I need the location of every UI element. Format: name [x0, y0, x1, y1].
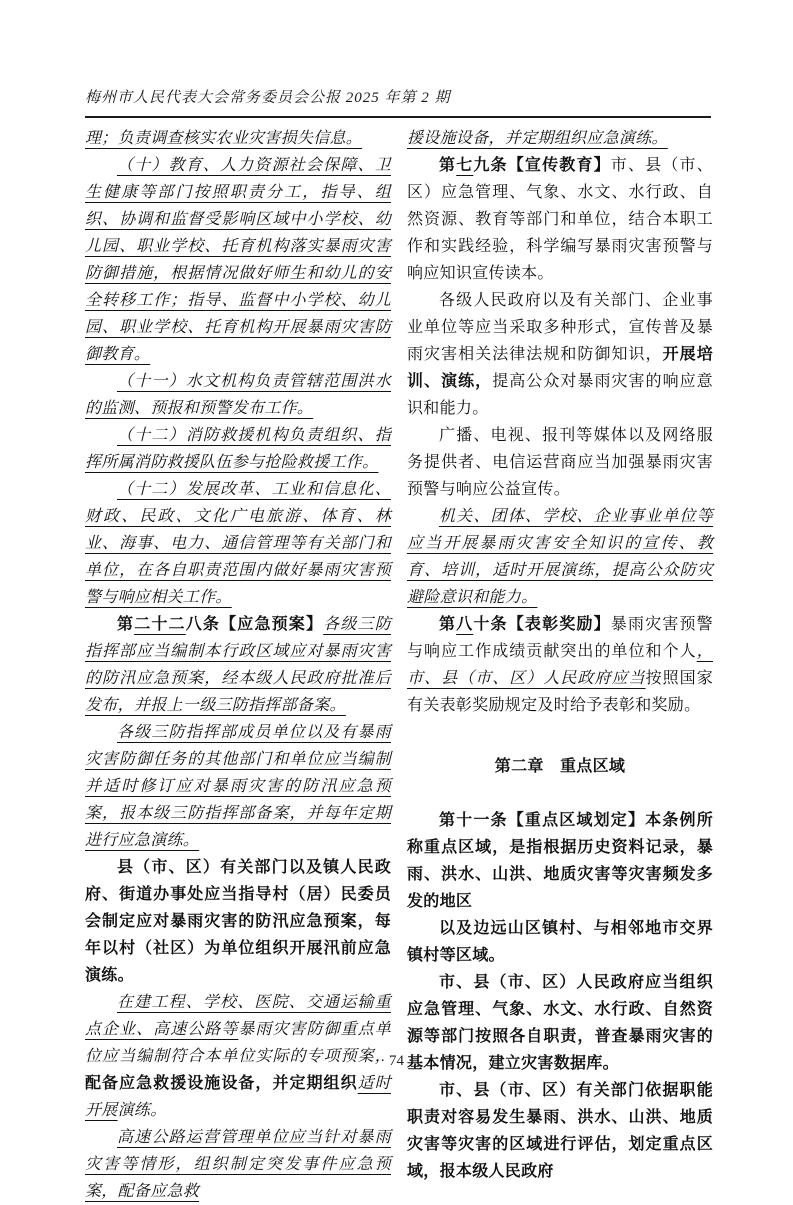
right-column [407, 125, 713, 1205]
text-run: 县（市、区）有关部门以及镇人民政府、街道办事处应当指导村（居）民委员会制定应对暴雨灾害的防汛应急预案，每年以村（社区）为单位组织开展汛前应急演练。 [85, 859, 391, 984]
paragraph [85, 368, 391, 422]
header-rule [85, 116, 711, 118]
text-run: 七 [456, 157, 474, 174]
text-run: 八条【应急预案】 [185, 616, 324, 633]
text-run: 广播、电视、报刊等媒体以及网络服务提供者、电信运营商应当加强暴雨灾害预警与响应公益宣传。 [407, 427, 713, 498]
text-run: 开展培训、演练， [407, 346, 713, 390]
text-run: ，市、县（市、区）人民政府应当 [407, 643, 713, 687]
document-body [85, 125, 714, 1205]
text-run: 暴雨灾害防御重点单位应当编制符合本单位实际的专项预案， [85, 1021, 392, 1065]
text-run: 理；负责调查核实农业灾害损失信息。 [85, 130, 363, 147]
text-run: 在建工程、学校、医院、交通运输重点企业、高速公路等 [85, 994, 391, 1038]
text-run: 提高公众对暴雨灾害的响应意识和能力。 [407, 373, 713, 417]
paragraph [85, 422, 391, 476]
paragraph [85, 719, 391, 854]
text-run: （十二）消防救援机构负责组织、指挥所属消防救援队伍参与抢险救援工作。 [85, 427, 391, 471]
paragraph [407, 1077, 713, 1185]
text-run: 各级人民政府以及有关部门、企业事业单位等应当采取多种形式，宣传普及暴雨灾害相关法律法规和防御知识， [407, 292, 713, 363]
text-run: 第十一条【重点区域划定】本条例所称重点区域，是指根据历史资料记录，暴雨、洪水、山洪、地质灾害等灾害频发多发的地区 [407, 812, 713, 910]
text-run: 按照国家有关表彰奖励规定及时给予表彰和奖励。 [407, 670, 714, 714]
text-run: 各级三防指挥部应当编制本行政区域应对暴雨灾害的防汛应急预案，经本级人民政府批准后发布，并报上一级三防指挥部备案。 [85, 616, 392, 714]
text-run: 第 [439, 157, 457, 174]
paragraph [85, 1124, 391, 1205]
text-run: 机关、团体、学校、企业事业单位等应当开展暴雨灾害安全知识的宣传、教育、培训，适时开展演练，提高公众防灾避险意识和能力。 [407, 508, 713, 606]
text-run: 配备应急救援设施设备，并定期组织 [85, 1075, 358, 1092]
text-run: 第 [439, 616, 457, 633]
paragraph [407, 807, 713, 915]
paragraph [407, 125, 713, 152]
text-run: 援设施设备，并定期组织应急演练。 [407, 130, 668, 147]
text-run: 市、县（市、区）应急管理、气象、水文、水行政、自然资源、教育等部门和单位，结合本职工作和实践经验，科学编写暴雨灾害预警与响应知识宣传读本。 [407, 157, 713, 282]
paragraph [407, 915, 713, 969]
page-number: · 74 · [380, 1053, 413, 1069]
paragraph [407, 503, 713, 611]
text-run: 市、县（市、区）有关部门依据职能职责对容易发生暴雨、洪水、山洪、地质灾害等灾害的区域进行评估，划定重点区域，报本级人民政府 [407, 1082, 713, 1180]
text-run: （十二）发展改革、工业和信息化、财政、民政、文化广电旅游、体育、林业、海事、电力、通信管理等有关部门和单位，在各自职责范围内做好暴雨灾害预警与响应相关工作。 [85, 481, 391, 606]
header-title: 梅州市人民代表大会常务委员会公报 2025 年第 2 期 [85, 90, 451, 106]
text-run: 暴雨灾害预警与响应工作成绩贡献突出的单位和个人 [407, 616, 713, 660]
paragraph [407, 152, 713, 287]
page-footer [0, 1053, 793, 1070]
paragraph [85, 125, 391, 152]
text-run: 各级三防指挥部成员单位以及有暴雨灾害防御任务的其他部门和单位应当编制并适时修订应对暴雨灾害的防汛应急预案，报本级三防指挥部备案，并每年定期进行应急演练。 [85, 724, 391, 849]
text-run: 二十二 [134, 616, 186, 633]
text-run: 第二章 重点区域 [494, 758, 626, 775]
paragraph [85, 476, 391, 611]
text-run: （十一）水文机构负责管辖范围洪水的监测、预报和预警发布工作。 [85, 373, 391, 417]
text-run: 十条【表彰奖励】 [473, 616, 611, 633]
paragraph [407, 611, 713, 719]
text-run: 高速公路运营管理单位应当针对暴雨灾害等情形，组织制定突发事件应急预案，配备应急救 [85, 1129, 391, 1200]
text-run: 八 [456, 616, 474, 633]
page-header [85, 86, 711, 118]
text-run: （十）教育、人力资源社会保障、卫生健康等部门按照职责分工，指导、组织、协调和监督受影响区域中小学校、幼儿园、职业学校、托育机构落实暴雨灾害防御措施，根据情况做好师生和幼儿的安全转移工作；指导、监督中小学校、幼儿园、职业学校、托育机构开展暴雨灾害防御教育。 [85, 157, 391, 363]
text-run: 九条【宣传教育】 [473, 157, 611, 174]
paragraph [407, 422, 713, 503]
paragraph [85, 152, 391, 368]
text-run: 适时开展 [85, 1075, 391, 1119]
text-run: 演练。 [117, 1102, 167, 1119]
text-run: 市、县（市、区）人民政府应当组织应急管理、气象、水文、水行政、自然资源等部门按照各自职责，普查暴雨灾害的基本情况，建立灾害数据库。 [407, 974, 713, 1072]
paragraph [85, 854, 391, 989]
paragraph [407, 287, 713, 422]
text-run: 第 [117, 616, 135, 633]
chapter-heading [407, 753, 713, 780]
text-run: 以及边远山区镇村、与相邻地市交界镇村等区域。 [407, 920, 713, 964]
paragraph [85, 611, 391, 719]
left-column [85, 125, 391, 1205]
